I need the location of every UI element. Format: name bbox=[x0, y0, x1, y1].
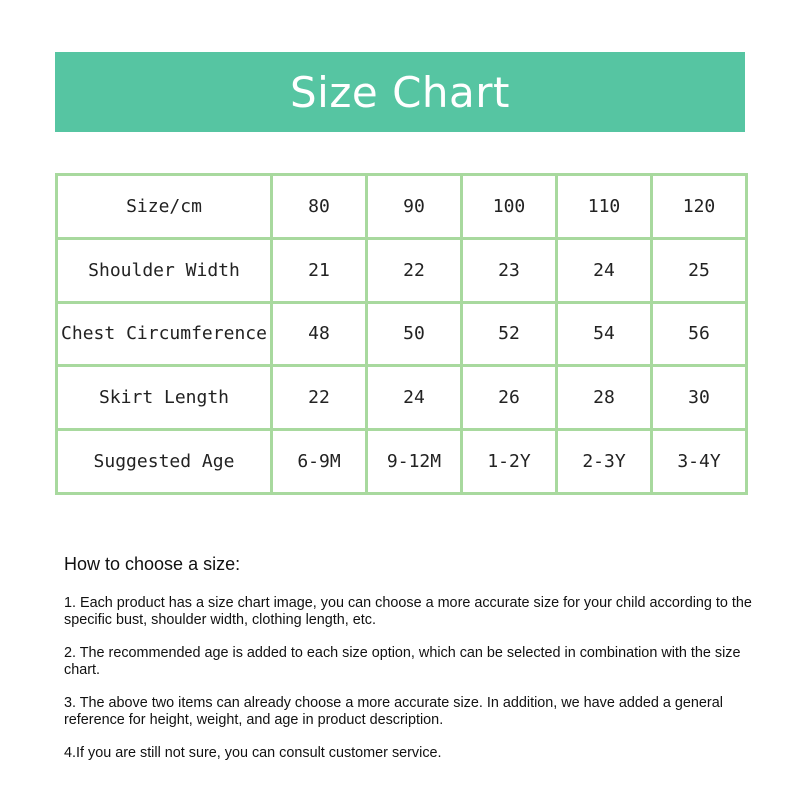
table-row-size bbox=[57, 175, 747, 239]
table-cell: 100 bbox=[462, 175, 557, 239]
table-row-suggested-age bbox=[57, 430, 747, 494]
table-row-chest-circumference bbox=[57, 302, 747, 366]
table-cell: 80 bbox=[272, 175, 367, 239]
size-chart-table bbox=[55, 173, 748, 495]
table-cell: 1-2Y bbox=[462, 430, 557, 494]
page-title: Size Chart bbox=[290, 67, 510, 117]
table-cell: 2-3Y bbox=[557, 430, 652, 494]
table-row-skirt-length bbox=[57, 366, 747, 430]
table-cell: 26 bbox=[462, 366, 557, 430]
table-cell: 24 bbox=[367, 366, 462, 430]
row-label-size: Size/cm bbox=[57, 175, 272, 239]
table-cell: 22 bbox=[272, 366, 367, 430]
guide-item: 3. The above two items can already choose a more accurate size. In addition, we have added a general reference for height, weight, and age in product description. bbox=[64, 695, 723, 728]
table-cell: 52 bbox=[462, 302, 557, 366]
table-cell: 9-12M bbox=[367, 430, 462, 494]
table-cell: 30 bbox=[652, 366, 747, 430]
guide-item: 1. Each product has a size chart image, you can choose a more accurate size for your child according to the specific bust, shoulder width, clothing length, etc. bbox=[64, 595, 752, 628]
size-guide bbox=[64, 553, 754, 778]
table-cell: 24 bbox=[557, 238, 652, 302]
table-cell: 3-4Y bbox=[652, 430, 747, 494]
row-label-shoulder-width: Shoulder Width bbox=[57, 238, 272, 302]
table-cell: 48 bbox=[272, 302, 367, 366]
table-cell: 6-9M bbox=[272, 430, 367, 494]
table-cell: 50 bbox=[367, 302, 462, 366]
table-cell: 90 bbox=[367, 175, 462, 239]
title-banner bbox=[55, 52, 745, 132]
table-row-shoulder-width bbox=[57, 238, 747, 302]
table-cell: 110 bbox=[557, 175, 652, 239]
guide-item: 4.If you are still not sure, you can consult customer service. bbox=[64, 745, 442, 761]
row-label-chest-circumference: Chest Circumference bbox=[57, 302, 272, 366]
row-label-skirt-length: Skirt Length bbox=[57, 366, 272, 430]
table-cell: 22 bbox=[367, 238, 462, 302]
guide-item: 2. The recommended age is added to each size option, which can be selected in combination with the size chart. bbox=[64, 645, 741, 678]
table-cell: 28 bbox=[557, 366, 652, 430]
table-cell: 120 bbox=[652, 175, 747, 239]
guide-heading: How to choose a size: bbox=[64, 554, 241, 574]
row-label-suggested-age: Suggested Age bbox=[57, 430, 272, 494]
table-cell: 25 bbox=[652, 238, 747, 302]
table-cell: 21 bbox=[272, 238, 367, 302]
table-cell: 56 bbox=[652, 302, 747, 366]
table-cell: 23 bbox=[462, 238, 557, 302]
table-cell: 54 bbox=[557, 302, 652, 366]
